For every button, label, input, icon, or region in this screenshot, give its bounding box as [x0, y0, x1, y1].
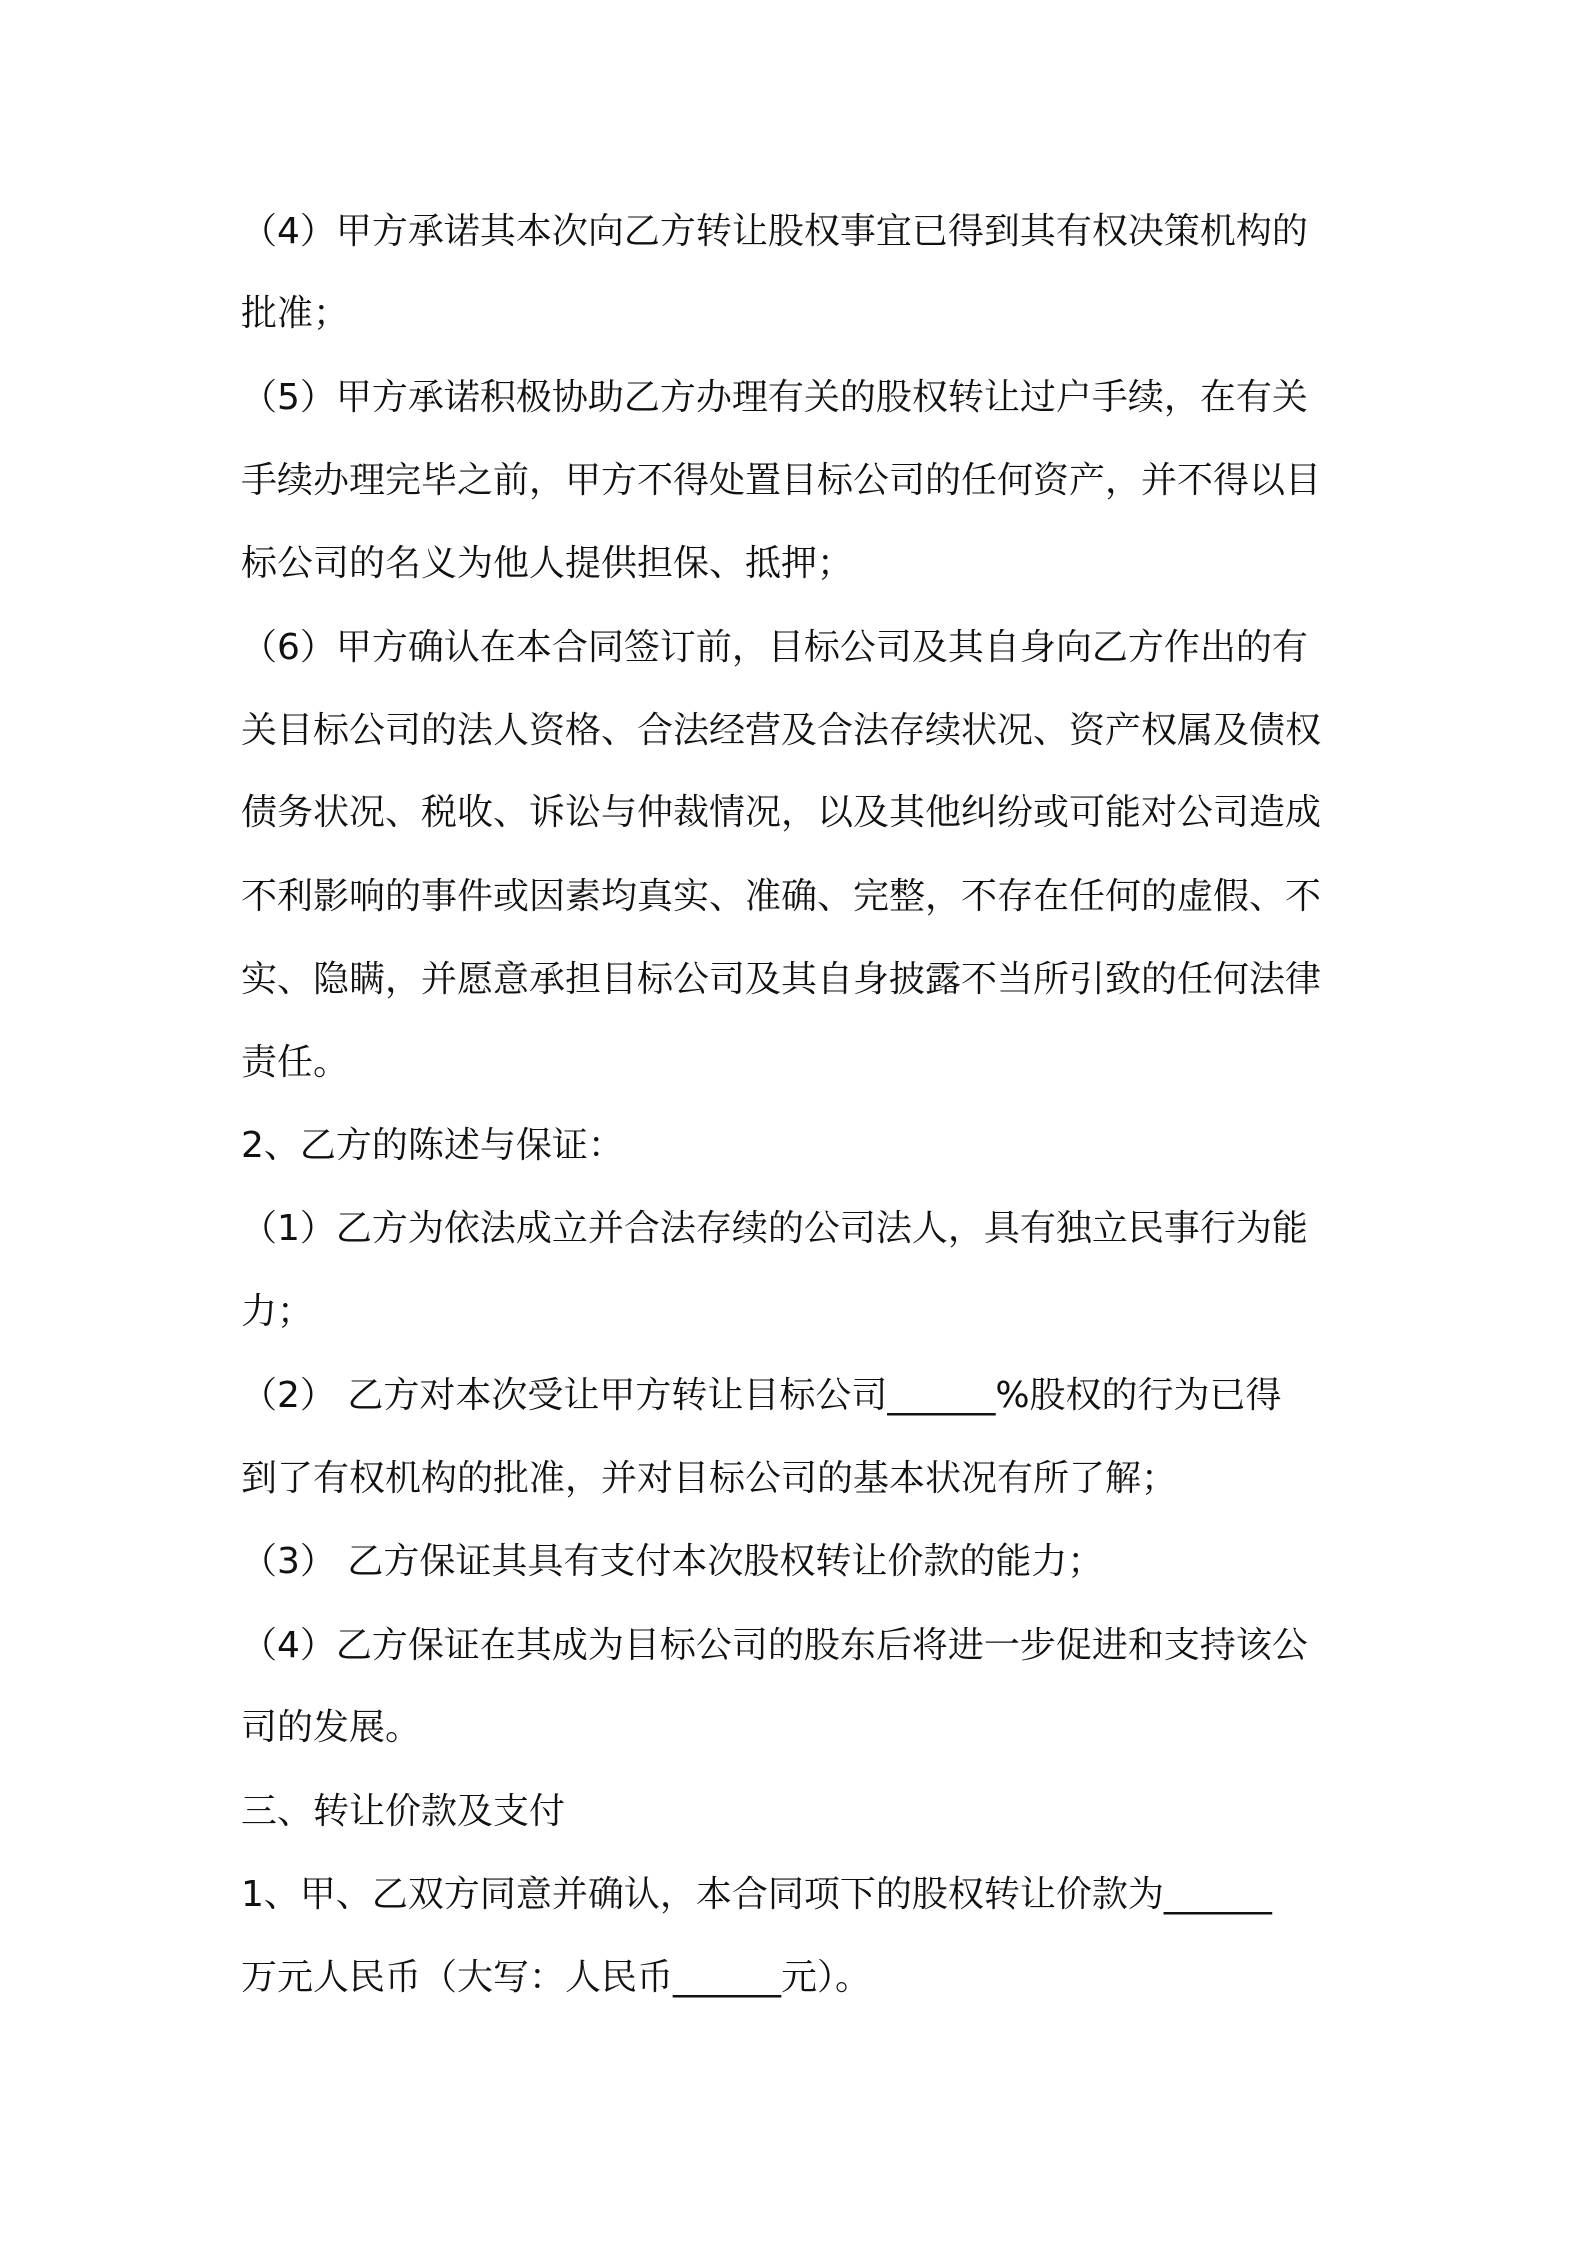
text-line: 手续办理完毕之前，甲方不得处置目标公司的任何资产，并不得以目 [241, 460, 1322, 501]
text-line: （5）甲方承诺积极协助乙方办理有关的股权转让过户手续，在有关 [241, 377, 1308, 418]
text-line: 1、甲、乙双方同意并确认，本合同项下的股权转让价款为______ [241, 1874, 1272, 1915]
text-line: 万元人民币（大写：人民币______元）。 [241, 1957, 872, 1998]
text-line: 不利影响的事件或因素均真实、准确、完整，不存在任何的虚假、不 [241, 876, 1322, 917]
section-heading: 2、乙方的陈述与保证： [241, 1125, 624, 1166]
text-line: 批准； [241, 293, 350, 334]
text-line: 实、隐瞒，并愿意承担目标公司及其自身披露不当所引致的任何法律 [241, 959, 1322, 1000]
text-line: （2） 乙方对本次受让甲方转让目标公司______%股权的行为已得 [241, 1375, 1282, 1416]
text-line: （4）甲方承诺其本次向乙方转让股权事宜已得到其有权决策机构的 [241, 211, 1308, 252]
text-line: （3） 乙方保证其具有支付本次股权转让价款的能力； [241, 1541, 1104, 1582]
text-line: （6）甲方确认在本合同签订前，目标公司及其自身向乙方作出的有 [241, 627, 1308, 668]
text-line: （1）乙方为依法成立并合法存续的公司法人，具有独立民事行为能 [241, 1208, 1308, 1249]
text-line: 到了有权机构的批准，并对目标公司的基本状况有所了解； [241, 1458, 1178, 1499]
text-line: 债务状况、税收、诉讼与仲裁情况，以及其他纠纷或可能对公司造成 [241, 792, 1322, 833]
text-line: 关目标公司的法人资格、合法经营及合法存续状况、资产权属及债权 [241, 710, 1322, 751]
text-line: （4）乙方保证在其成为目标公司的股东后将进一步促进和支持该公 [241, 1625, 1308, 1666]
section-heading: 三、转让价款及支付 [241, 1791, 566, 1832]
text-line: 司的发展。 [241, 1707, 422, 1748]
text-line: 力； [241, 1291, 314, 1332]
text-line: 标公司的名义为他人提供担保、抵押； [241, 543, 854, 584]
text-line: 责任。 [241, 1042, 350, 1083]
